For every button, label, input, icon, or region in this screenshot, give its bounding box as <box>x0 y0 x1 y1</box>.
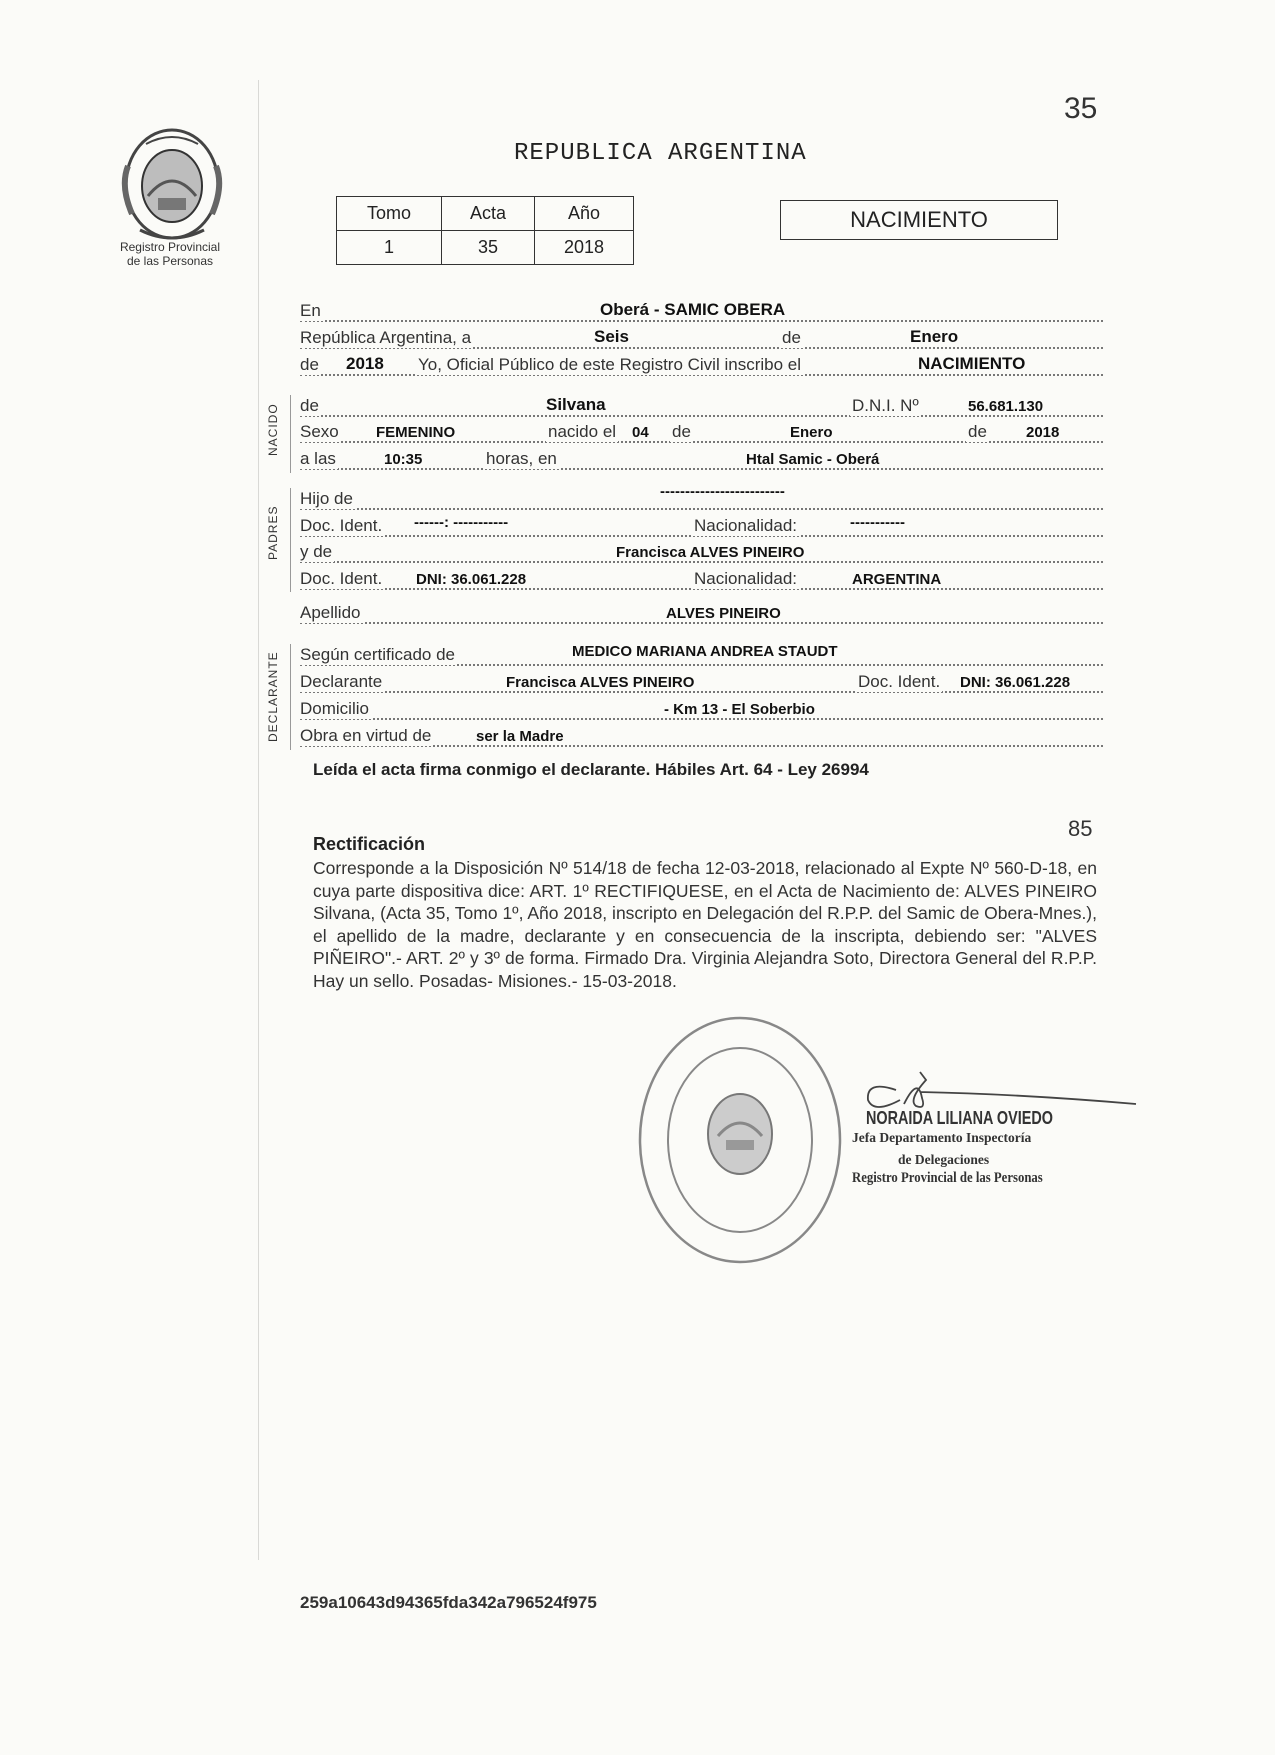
value-birth-year: 2018 <box>1026 424 1060 441</box>
label-de2: de <box>300 355 319 374</box>
table-header-tomo: Tomo <box>337 197 442 231</box>
value-sexo: FEMENINO <box>376 424 456 441</box>
value-hora: 10:35 <box>384 451 423 468</box>
label-certificado: Según certificado de <box>300 645 455 664</box>
row-apellido <box>300 602 1103 626</box>
table-header-acta: Acta <box>442 197 535 231</box>
label-sexo: Sexo <box>300 422 339 441</box>
label-dni: D.N.I. Nº <box>852 396 919 415</box>
label-alas: a las <box>300 449 336 468</box>
row-obra <box>300 725 1103 749</box>
label-hijo: Hijo de <box>300 489 353 508</box>
table-value-tomo: 1 <box>337 231 442 265</box>
row-hijo <box>300 483 1103 512</box>
value-decl-doc: DNI: 36.061.228 <box>960 674 1071 691</box>
label-de-month: de <box>672 422 691 441</box>
rectification-number: 85 <box>1068 816 1093 841</box>
table-value-ano: 2018 <box>535 231 634 265</box>
value-declarante: Francisca ALVES PINEIRO <box>506 674 695 691</box>
value-month: Enero <box>910 327 959 346</box>
value-obra: ser la Madre <box>476 728 564 745</box>
row-republica <box>300 327 1103 351</box>
page-number: 35 <box>1064 92 1098 125</box>
row-doc2 <box>300 568 1103 592</box>
document-title: REPUBLICA ARGENTINA <box>514 140 807 167</box>
reading-statement: Leída el acta firma conmigo el declarante. Hábiles Art. 64 - Ley 26994 <box>313 760 869 779</box>
section-label-declarante: DECLARANTE <box>266 651 280 742</box>
label-apellido: Apellido <box>300 603 361 622</box>
signatory-department: de Delegaciones <box>898 1152 990 1167</box>
label-domicilio: Domicilio <box>300 699 369 718</box>
value-dni: 56.681.130 <box>968 398 1044 415</box>
row-yde <box>300 541 1103 565</box>
row-domicilio <box>300 698 1103 722</box>
value-doc1: ------: ----------- <box>414 514 509 531</box>
label-republica: República Argentina, a <box>300 328 472 347</box>
rectification-title: Rectificación <box>313 834 426 854</box>
label-nacido-de: de <box>300 396 319 415</box>
label-horas: horas, en <box>486 449 557 468</box>
row-certificado <box>300 644 1103 668</box>
value-birth-month: Enero <box>790 424 833 441</box>
value-apellido: ALVES PINEIRO <box>666 605 781 622</box>
table-value-acta: 35 <box>442 231 535 265</box>
value-birth-day: 04 <box>632 424 649 441</box>
official-round-stamp <box>630 1010 850 1270</box>
label-declarante: Declarante <box>300 672 383 691</box>
label-yde: y de <box>300 542 333 561</box>
misiones-coat-of-arms-logo <box>118 126 226 246</box>
value-madre: Francisca ALVES PINEIRO <box>616 544 805 561</box>
value-inscribo: NACIMIENTO <box>918 354 1026 373</box>
label-yo: Yo, Oficial Público de este Registro Civil inscribo el <box>418 355 801 374</box>
row-hora <box>300 448 1103 472</box>
value-en: Oberá - SAMIC OBERA <box>600 300 786 319</box>
registry-table <box>336 196 634 265</box>
label-decl-doc: Doc. Ident. <box>858 672 941 691</box>
signatory-name: NORAIDA LILIANA OVIEDO <box>866 1108 1053 1128</box>
value-hijo: ------------------------- <box>660 483 785 500</box>
value-nac1: ----------- <box>850 514 905 531</box>
row-en <box>300 300 1103 324</box>
label-nac2: Nacionalidad: <box>694 569 798 588</box>
value-name: Silvana <box>546 395 606 414</box>
record-type-box: NACIMIENTO <box>780 200 1058 240</box>
row-declarante <box>300 671 1103 695</box>
value-lugar: Htal Samic - Oberá <box>746 451 880 468</box>
row-nacido-de <box>300 395 1103 419</box>
section-label-nacido: NACIDO <box>266 403 280 456</box>
left-margin-line <box>258 80 259 1560</box>
label-de: de <box>782 328 801 347</box>
label-obra: Obra en virtud de <box>300 726 432 745</box>
section-label-padres: PADRES <box>266 505 280 560</box>
row-doc1 <box>300 515 1103 539</box>
logo-caption: Registro Provincial de las Personas <box>119 240 221 268</box>
label-nac1: Nacionalidad: <box>694 516 798 535</box>
row-year <box>300 354 1103 378</box>
table-header-ano: Año <box>535 197 634 231</box>
value-day: Seis <box>594 327 629 346</box>
value-nac2: ARGENTINA <box>852 571 942 588</box>
rectification-body: Corresponde a la Disposición Nº 514/18 de fecha 12-03-2018, relacionado al Expte Nº 560-D-18, en cuya parte dispositiva dice: ART. 1º RECTIFIQUESE, en el Acta de Nacimiento de: ALVES PINEIRO Silvana, (Acta 35, Tomo 1º, Año 2018, inscripto en Delegación del R.P.P. del Samic de Obera-Mnes.), el apellido de la madre, declarante y en consecuencia de la inscripta, debiendo ser: "ALVES PIÑEIRO".- ART. 2º y 3º de forma. Firmado Dra. Virginia Alejandra Soto, Directora General del R.P.P. Hay un sello. Posadas- Misiones.- 15-03-2018. <box>313 858 1097 991</box>
label-en: En <box>300 301 321 320</box>
row-sexo <box>300 421 1103 445</box>
document-hash: 259a10643d94365fda342a796524f975 <box>300 1593 597 1612</box>
value-doc2: DNI: 36.061.228 <box>416 571 527 588</box>
label-de-year: de <box>968 422 987 441</box>
value-year: 2018 <box>346 354 384 373</box>
label-nacido-el: nacido el <box>548 422 617 441</box>
signatory-title: Jefa Departamento Inspectoría <box>852 1130 1032 1145</box>
value-domicilio: - Km 13 - El Soberbio <box>664 701 815 718</box>
value-certificado: MEDICO MARIANA ANDREA STAUDT <box>572 643 838 660</box>
signatory-organization: Registro Provincial de las Personas <box>852 1170 1043 1186</box>
label-doc2: Doc. Ident. <box>300 569 383 588</box>
label-doc1: Doc. Ident. <box>300 516 383 535</box>
